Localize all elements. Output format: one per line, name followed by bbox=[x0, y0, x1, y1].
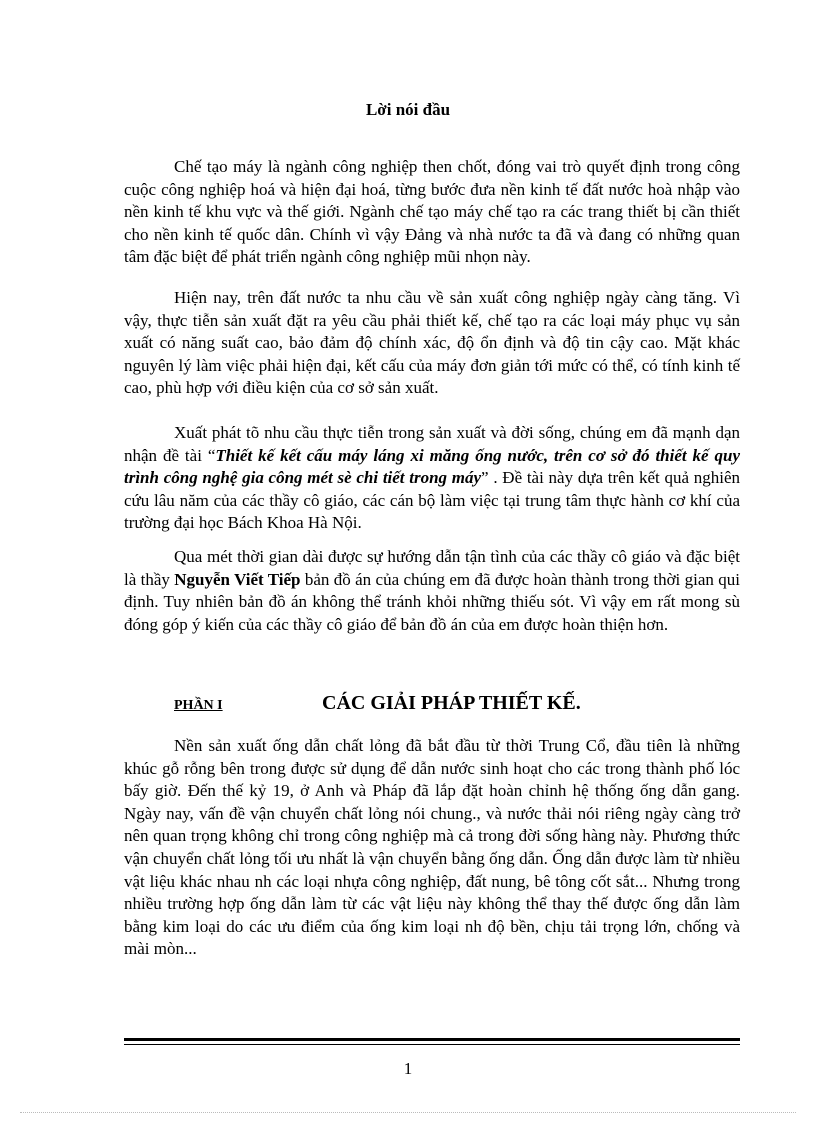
page-number: 1 bbox=[403, 1059, 413, 1078]
section-title: CÁC GIẢI PHÁP THIẾT KẾ. bbox=[322, 692, 581, 714]
footer-rule-thick bbox=[124, 1038, 740, 1041]
paragraph-text: Qua mét thời gian dài được sự hướng dẫn tận tình của các thầy cô giáo và đặc biệt là thầy bbox=[124, 547, 740, 589]
paragraph-text: ” . Đề tài này dựa trên kết quả nghiên cứu lâu năm của các thầy cô giáo, các cán bộ làm việc tại trung tâm thực hành cơ khí của trường đại học Bách Khoa Hà Nội. bbox=[124, 468, 740, 533]
page-bottom-dotted-line bbox=[20, 1112, 796, 1113]
paragraph-text: bản đồ án của chúng em đã được hoàn thành trong thời gian qui định. Tuy nhiên bản đồ án không thể tránh khỏi những thiếu sót. Vì vậy em rất mong sù đóng góp ý kiến của các thầy cô giáo để bản đồ án của em được hoàn thiện hơn. bbox=[124, 569, 741, 634]
paragraph-text: Xuất phát tõ nhu cầu thực tiễn trong sản xuất và đời sống, chúng em đã mạnh dạn nhận đề tài “ bbox=[124, 423, 740, 465]
section-label: PHẦN I bbox=[174, 698, 223, 713]
advisor-name: Nguyễn Viết Tiếp bbox=[174, 569, 301, 589]
footer-rule-thin bbox=[124, 1044, 740, 1045]
page-title: Lời nói đầu bbox=[365, 100, 451, 119]
section-paragraph-1: Nền sản xuất ống dẫn chất lỏng đã bắt đầu từ thời Trung Cổ, đầu tiên là những khúc gỗ rỗng bên trong được sử dụng để dẫn nước sinh hoạt cho các trong thành phố lóc bấy giờ. Đến thế kỷ 19, ở Anh và Pháp đã lắp đặt hoàn chỉnh hệ thống ống dẫn gang. Ngày nay, vấn đề vận chuyển chất lỏng nói chung., và nước thải nói riêng ngày càng trở nên quan trọng không chỉ trong công nghiệp mà cả trong đời sống hàng này. Phương thức vận chuyển chất lỏng tối ưu nhất là vận chuyển bằng ống dẫn. Ống dẫn được làm từ nhiều vật liệu khác nhau nh các loại nhựa công nghiệp, đất nung, bê tông cốt sắt... Nhưng trong nhiều trường hợp ống dẫn làm từ các vật liệu này không thể thay thế được ống dẫn làm bằng kim loại do các ưu điểm của ống kim loại nh độ bền, chịu tải trọng lớn, chống và mài mòn... bbox=[124, 736, 740, 959]
intro-paragraph-1: Chế tạo máy là ngành công nghiệp then chốt, đóng vai trò quyết định trong công cuộc công nghiệp hoá và hiện đại hoá, từng bước đưa nền kinh tế đất nước hoà nhập vào nền kinh tế khu vực và thế giới. Ngành chế tạo máy chế tạo ra các trang thiết bị cần thiết cho nền kinh tế quốc dân. Chính vì vậy Đảng và nhà nước ta đã và đang có những quan tâm đặc biệt để phát triển ngành công nghiệp mũi nhọn này. bbox=[124, 157, 740, 267]
intro-paragraph-4 bbox=[124, 546, 740, 636]
section-heading bbox=[0, 692, 816, 722]
thesis-topic: Thiết kế kết cấu máy láng xi măng ống nước, trên cơ sở đó thiết kế quy trình công nghệ gia công mét sè chi tiết trong máy bbox=[124, 445, 740, 488]
intro-paragraph-2: Hiện nay, trên đất nước ta nhu cầu về sản xuất công nghiệp ngày càng tăng. Vì vậy, thực tiễn sản xuất đặt ra yêu cầu phải thiết kế, chế tạo ra các loại máy phục vụ sản xuất có năng suất cao, bảo đảm độ chính xác, độ ổn định và độ tin cậy cao. Mặt khác nguyên lý làm việc phải hiện đại, kết cấu của máy đơn giản tới mức có thể, có tính kinh tế cao, phù hợp với điều kiện của cơ sở sản xuất. bbox=[124, 288, 740, 398]
intro-paragraph-3 bbox=[124, 422, 740, 535]
